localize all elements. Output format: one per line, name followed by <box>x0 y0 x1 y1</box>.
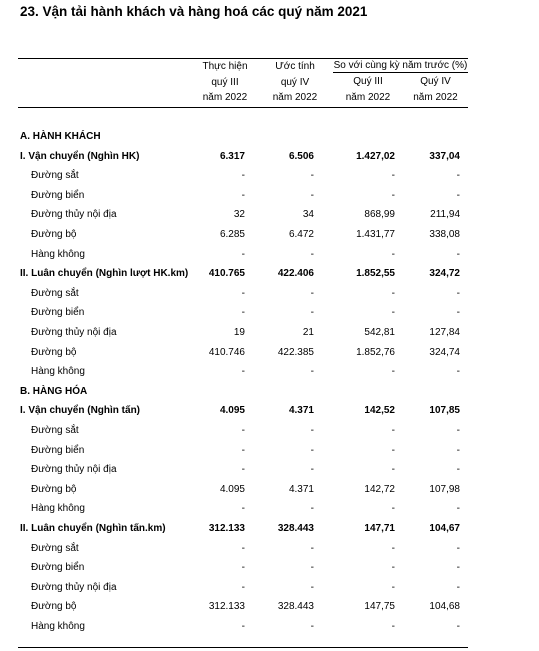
cell-col2: - <box>310 581 314 593</box>
cell-col3: - <box>391 248 395 260</box>
col-group-header-yoy: So với cùng kỳ năm trước (%) <box>333 60 468 71</box>
table-row <box>0 285 539 305</box>
row-label: Đường thủy nội địa <box>31 464 117 476</box>
cell-col4: 107,98 <box>429 483 460 495</box>
cell-col2: 21 <box>302 327 314 338</box>
cell-col4: - <box>456 542 460 554</box>
cell-col4: - <box>456 425 460 436</box>
cell-col1: - <box>241 562 245 574</box>
cell-col2: - <box>310 366 314 378</box>
cell-col4: - <box>456 189 460 201</box>
cell-col4: 324,74 <box>429 346 460 358</box>
cell-col2: 4.371 <box>288 405 314 417</box>
cell-col3: - <box>391 366 395 378</box>
row-label: Đường bộ <box>31 346 77 358</box>
cell-col4: - <box>456 581 460 593</box>
cell-col1: 6.285 <box>219 229 245 240</box>
row-label: II. Luân chuyển (Nghìn tấn.km) <box>20 523 166 534</box>
cell-col3: 1.431,77 <box>356 229 395 240</box>
table-row <box>0 187 539 207</box>
row-label: Đường thủy nội địa <box>31 581 117 593</box>
cell-col1: 6.317 <box>219 150 245 162</box>
cell-col3: - <box>391 444 395 456</box>
cell-col2: 4.371 <box>288 483 314 495</box>
row-label: Đường biển <box>31 307 85 319</box>
table-row <box>0 500 539 520</box>
table-row <box>0 206 539 226</box>
cell-col4: - <box>456 621 460 632</box>
cell-col2: - <box>310 425 314 436</box>
cell-col1: - <box>241 542 245 554</box>
cell-col4: - <box>456 307 460 319</box>
row-label: Đường biển <box>31 562 85 574</box>
cell-col2: 34 <box>302 209 314 221</box>
cell-col1: 312.133 <box>208 523 245 534</box>
cell-col1: - <box>241 248 245 260</box>
cell-col3: - <box>391 425 395 436</box>
cell-col4: 324,72 <box>429 268 460 280</box>
cell-col1: - <box>241 425 245 436</box>
cell-col1: - <box>241 464 245 476</box>
cell-col1: - <box>241 366 245 378</box>
table-row <box>0 246 539 266</box>
table-row <box>0 461 539 481</box>
cell-col1: - <box>241 170 245 182</box>
row-label: Đường thủy nội địa <box>31 209 117 221</box>
section-row <box>0 383 539 403</box>
table-row <box>0 167 539 187</box>
cell-col3: 1.852,55 <box>356 268 395 280</box>
cell-col3: - <box>391 189 395 201</box>
cell-col3: - <box>391 562 395 574</box>
row-label: B. HÀNG HÓA <box>20 385 88 397</box>
cell-col1: 32 <box>233 209 245 221</box>
row-label: Hàng không <box>31 621 85 632</box>
col-header-yoy-q4: Quý IV năm 2022 <box>413 76 458 103</box>
cell-col1: 312.133 <box>208 601 245 613</box>
row-label: Đường bộ <box>31 483 77 495</box>
table-row <box>0 559 539 579</box>
cell-col4: - <box>456 503 460 515</box>
group-row <box>0 265 539 285</box>
cell-col4: - <box>456 366 460 378</box>
col-header-yoy-q3: Quý III năm 2022 <box>345 76 391 103</box>
cell-col3: 147,75 <box>364 601 395 613</box>
cell-col4: 127,84 <box>429 327 460 338</box>
row-label: Hàng không <box>31 366 85 378</box>
table-row <box>0 618 539 638</box>
row-label: Đường bộ <box>31 229 77 240</box>
cell-col3: 142,72 <box>364 483 395 495</box>
cell-col3: 1.852,76 <box>356 346 395 358</box>
row-label: Hàng không <box>31 503 85 515</box>
table-row <box>0 442 539 462</box>
cell-col2: 422.385 <box>277 346 314 358</box>
cell-col2: - <box>310 170 314 182</box>
row-label: Đường bộ <box>31 601 77 613</box>
cell-col2: - <box>310 562 314 574</box>
row-label: Đường sắt <box>31 542 79 554</box>
cell-col3: 868,99 <box>364 209 395 221</box>
cell-col3: 147,71 <box>364 523 395 534</box>
cell-col1: 410.746 <box>208 346 245 358</box>
col-header-q4-estimate: Ước tính quý IV năm 2022 <box>272 61 318 103</box>
row-label: II. Luân chuyển (Nghìn lượt HK.km) <box>20 268 189 280</box>
cell-col3: 142,52 <box>364 405 395 417</box>
cell-col1: - <box>241 307 245 319</box>
row-label: A. HÀNH KHÁCH <box>20 131 101 142</box>
table-row <box>0 304 539 324</box>
cell-col4: - <box>456 248 460 260</box>
cell-col1: 4.095 <box>219 405 245 417</box>
cell-col1: 410.765 <box>208 268 245 280</box>
cell-col2: - <box>310 287 314 299</box>
table-row <box>0 598 539 618</box>
cell-col2: - <box>310 248 314 260</box>
col-header-q3-actual: Thực hiện quý III năm 2022 <box>202 61 248 103</box>
cell-col4: 104,67 <box>429 523 460 534</box>
cell-col2: 328.443 <box>277 523 314 534</box>
cell-col2: - <box>310 621 314 632</box>
table-row <box>0 324 539 344</box>
row-label: Đường sắt <box>31 287 79 299</box>
cell-col3: - <box>391 464 395 476</box>
row-label: Hàng không <box>31 248 85 260</box>
cell-col1: - <box>241 444 245 456</box>
cell-col3: 542,81 <box>364 327 395 338</box>
cell-col2: - <box>310 444 314 456</box>
cell-col2: - <box>310 542 314 554</box>
cell-col2: - <box>310 503 314 515</box>
row-label: Đường sắt <box>31 425 79 436</box>
cell-col2: 6.506 <box>288 150 314 162</box>
cell-col4: 338,08 <box>429 229 460 240</box>
cell-col4: - <box>456 287 460 299</box>
row-label: Đường sắt <box>31 170 79 182</box>
cell-col1: - <box>241 621 245 632</box>
row-label: I. Vận chuyển (Nghìn HK) <box>20 150 140 162</box>
group-row <box>0 402 539 422</box>
cell-col3: - <box>391 542 395 554</box>
section-row <box>0 128 539 148</box>
row-label: Đường biển <box>31 189 85 201</box>
group-header-rule <box>333 72 468 73</box>
cell-col2: - <box>310 189 314 201</box>
cell-col1: - <box>241 287 245 299</box>
cell-col2: 422.406 <box>277 268 314 280</box>
table-row <box>0 540 539 560</box>
table-row <box>0 363 539 383</box>
group-row <box>0 148 539 168</box>
cell-col1: - <box>241 189 245 201</box>
cell-col2: - <box>310 307 314 319</box>
cell-col3: - <box>391 503 395 515</box>
cell-col1: 4.095 <box>219 483 245 495</box>
cell-col3: 1.427,02 <box>356 150 395 162</box>
cell-col3: - <box>391 621 395 632</box>
row-label: Đường thủy nội địa <box>31 327 117 338</box>
cell-col4: 107,85 <box>429 405 460 417</box>
table-row <box>0 579 539 599</box>
cell-col2: 6.472 <box>288 229 314 240</box>
page-title: 23. Vận tải hành khách và hàng hoá các quý năm 2021 <box>20 4 368 19</box>
cell-col4: 337,04 <box>429 150 460 162</box>
cell-col3: - <box>391 287 395 299</box>
cell-col1: 19 <box>233 327 245 338</box>
cell-col4: - <box>456 464 460 476</box>
cell-col1: - <box>241 581 245 593</box>
cell-col3: - <box>391 307 395 319</box>
cell-col3: - <box>391 170 395 182</box>
cell-col1: - <box>241 503 245 515</box>
group-row <box>0 520 539 540</box>
row-label: Đường biển <box>31 444 85 456</box>
row-label: I. Vận chuyển (Nghìn tấn) <box>20 405 141 417</box>
cell-col4: - <box>456 170 460 182</box>
table-row <box>0 226 539 246</box>
cell-col4: 211,94 <box>430 209 460 221</box>
cell-col2: - <box>310 464 314 476</box>
header-bottom-rule <box>18 107 468 108</box>
cell-col3: - <box>391 581 395 593</box>
cell-col4: 104,68 <box>429 601 460 613</box>
cell-col4: - <box>456 562 460 574</box>
table-row <box>0 344 539 364</box>
cell-col2: 328.443 <box>277 601 314 613</box>
table-row <box>0 422 539 442</box>
table-row <box>0 481 539 501</box>
cell-col4: - <box>456 444 460 456</box>
table-bottom-rule <box>18 647 468 648</box>
